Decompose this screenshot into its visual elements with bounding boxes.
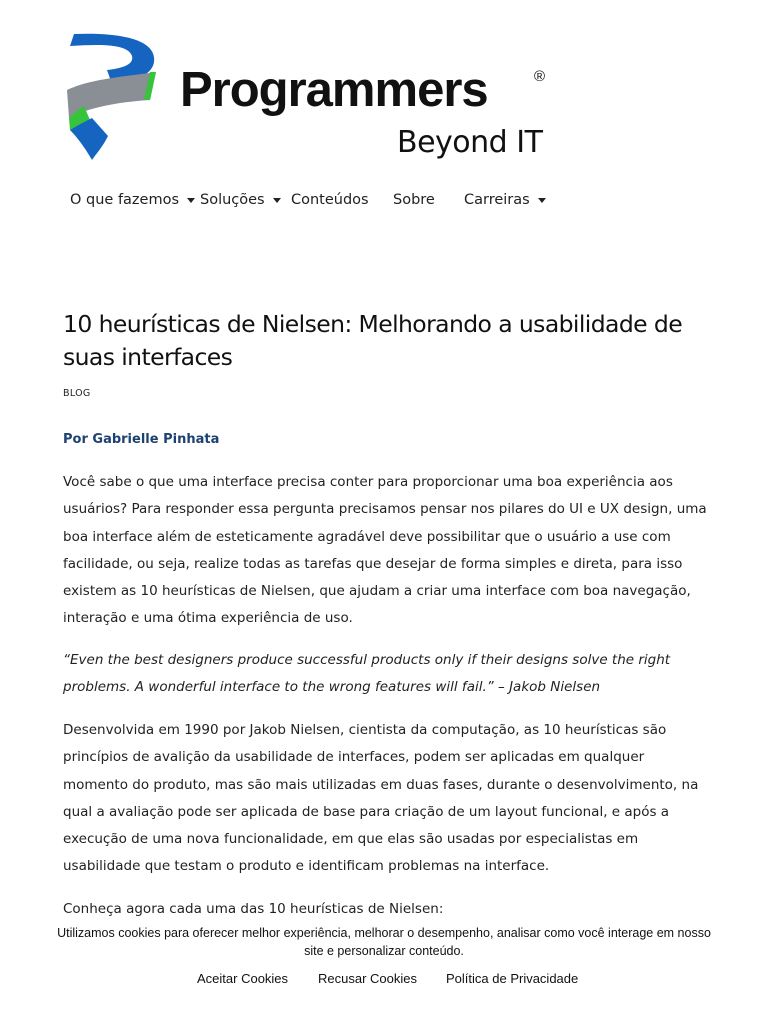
nav-item-label: Carreiras — [464, 192, 530, 208]
brand-name: Programmers — [180, 63, 488, 117]
brand-tagline: Beyond IT — [397, 125, 543, 160]
privacy-policy-link[interactable]: Política de Privacidade — [446, 971, 579, 986]
article-author: Por Gabrielle Pinhata — [63, 432, 220, 447]
brand-logo[interactable] — [62, 32, 562, 162]
nav-item-conteudos[interactable] — [291, 192, 369, 208]
article-quote: “Even the best designers produce successful products only if their designs solve the right problems. A wonderful interface to the wrong features will fail.” – Jakob Nielsen — [63, 652, 671, 696]
chevron-down-icon — [538, 198, 546, 203]
chevron-down-icon — [187, 198, 195, 203]
accept-cookies-button[interactable]: Aceitar Cookies — [197, 971, 289, 986]
chevron-down-icon — [273, 198, 281, 203]
nav-item-label: Soluções — [200, 192, 265, 208]
cookie-banner — [0, 920, 768, 1024]
cookie-banner-text: Utilizamos cookies para oferecer melhor experiência, melhorar o desempenho, analisar como você interage em nosso site e personalizar conteúdo. — [57, 926, 711, 958]
article-paragraph-intro: Você sabe o que uma interface precisa conter para proporcionar uma boa experiência aos usuários? Para responder essa pergunta precisamos pensar nos pilares do UI e UX design, uma boa interface além de esteticamente agradável deve possibilitar que o usuário a use com facilidade, ou seja, realize todas as tarefas que desejar de forma simples e direta, para isso existem as 10 heurísticas de Nielsen, que ajudam a criar uma interface com boa navegação, interação e uma ótima experiência de uso. — [63, 474, 707, 627]
article-category[interactable]: BLOG — [63, 388, 91, 399]
nav-item-label: O que fazemos — [70, 192, 180, 208]
reject-cookies-button[interactable]: Recusar Cookies — [318, 971, 417, 986]
nav-item-sobre[interactable] — [393, 192, 435, 208]
nav-item-o-que-fazemos[interactable] — [70, 192, 195, 208]
registered-mark: ® — [534, 68, 546, 85]
nav-item-solucoes[interactable] — [200, 192, 281, 208]
article-paragraph-history: Desenvolvida em 1990 por Jakob Nielsen, cientista da computação, as 10 heurísticas são princípios de avalição da usabilidade de interfaces, podem ser aplicadas em qualquer momento do produto, mas são mais utilizadas em duas fases, durante o desenvolvimento, na qual a avaliação pode ser aplicada de base para criação de um layout funcional, e após a execução de uma nova funcionalidade, em que elas são usadas por especialistas em usabilidade que testam o produto e identificam problemas na interface. — [63, 722, 699, 875]
article-paragraph-list-intro: Conheça agora cada uma das 10 heurísticas de Nielsen: — [63, 901, 444, 917]
nav-item-label: Sobre — [393, 192, 435, 208]
nav-item-label: Conteúdos — [291, 192, 369, 208]
programmers-logo-icon — [62, 32, 162, 162]
nav-item-carreiras[interactable] — [464, 192, 546, 208]
article-title: 10 heurísticas de Nielsen: Melhorando a usabilidade de suas interfaces — [63, 310, 683, 371]
